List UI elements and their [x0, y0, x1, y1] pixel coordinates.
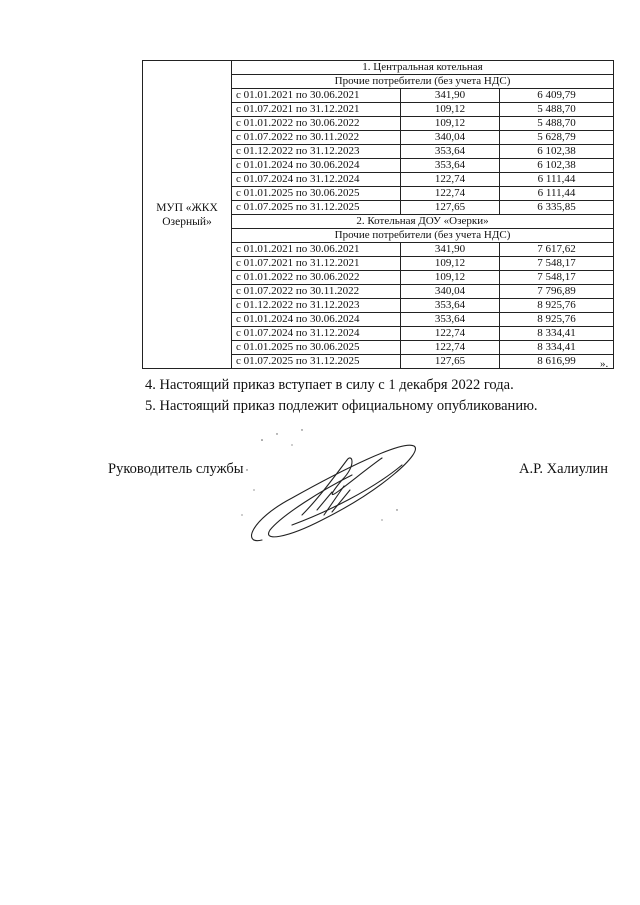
organization-name: МУП «ЖКХ Озерный»	[143, 61, 232, 369]
value-cell-1: 341,90	[401, 243, 500, 257]
period-cell: с 01.01.2022 по 30.06.2022	[232, 271, 401, 285]
period-cell: с 01.12.2022 по 31.12.2023	[232, 299, 401, 313]
value-cell-1: 340,04	[401, 285, 500, 299]
value-cell-1: 353,64	[401, 299, 500, 313]
period-cell: с 01.01.2022 по 30.06.2022	[232, 117, 401, 131]
value-cell-2: 6 111,44	[500, 187, 614, 201]
value-cell-1: 109,12	[401, 103, 500, 117]
paragraph-5: 5. Настоящий приказ подлежит официальному опубликованию.	[145, 398, 538, 414]
paragraph-4: 4. Настоящий приказ вступает в силу с 1 декабря 2022 года.	[145, 377, 514, 393]
section-subtitle: Прочие потребители (без учета НДС)	[232, 75, 614, 89]
value-cell-2: 6 409,79	[500, 89, 614, 103]
value-cell-2: 6 335,85	[500, 201, 614, 215]
period-cell: с 01.01.2024 по 30.06.2024	[232, 313, 401, 327]
section-title: 1. Центральная котельная	[232, 61, 614, 75]
tariff-table	[142, 60, 614, 369]
period-cell: с 01.07.2021 по 31.12.2021	[232, 103, 401, 117]
value-cell-2: 5 628,79	[500, 131, 614, 145]
value-cell-1: 109,12	[401, 257, 500, 271]
period-cell: с 01.07.2024 по 31.12.2024	[232, 173, 401, 187]
value-cell-2: 7 548,17	[500, 257, 614, 271]
value-cell-2: 8 925,76	[500, 313, 614, 327]
value-cell-1: 127,65	[401, 355, 500, 369]
value-cell-2: 5 488,70	[500, 117, 614, 131]
value-cell-1: 122,74	[401, 187, 500, 201]
period-cell: с 01.01.2025 по 30.06.2025	[232, 341, 401, 355]
value-cell-2: 7 548,17	[500, 271, 614, 285]
value-cell-1: 341,90	[401, 89, 500, 103]
period-cell: с 01.07.2022 по 30.11.2022	[232, 285, 401, 299]
value-cell-2: 8 334,41	[500, 327, 614, 341]
period-cell: с 01.12.2022 по 31.12.2023	[232, 145, 401, 159]
period-cell: с 01.01.2021 по 30.06.2021	[232, 243, 401, 257]
value-cell-2: 8 925,76	[500, 299, 614, 313]
section-title: 2. Котельная ДОУ «Озерки»	[232, 215, 614, 229]
value-cell-1: 353,64	[401, 159, 500, 173]
value-cell-1: 353,64	[401, 313, 500, 327]
value-cell-2: 8 334,41	[500, 341, 614, 355]
period-cell: с 01.07.2025 по 31.12.2025	[232, 201, 401, 215]
signatory-title: Руководитель службы	[108, 461, 244, 477]
value-cell-1: 127,65	[401, 201, 500, 215]
value-cell-2: 6 111,44	[500, 173, 614, 187]
period-cell: с 01.01.2024 по 30.06.2024	[232, 159, 401, 173]
value-cell-1: 353,64	[401, 145, 500, 159]
signatory-name: А.Р. Халиулин	[519, 461, 608, 477]
value-cell-2: 6 102,38	[500, 145, 614, 159]
handwritten-signature	[232, 420, 432, 555]
value-cell-2: 8 616,99	[500, 355, 614, 369]
value-cell-2: 5 488,70	[500, 103, 614, 117]
period-cell: с 01.07.2021 по 31.12.2021	[232, 257, 401, 271]
value-cell-1: 109,12	[401, 271, 500, 285]
value-cell-2: 7 796,89	[500, 285, 614, 299]
value-cell-1: 122,74	[401, 327, 500, 341]
section-title-row	[143, 61, 614, 75]
value-cell-1: 340,04	[401, 131, 500, 145]
period-cell: с 01.01.2021 по 30.06.2021	[232, 89, 401, 103]
value-cell-1: 122,74	[401, 173, 500, 187]
period-cell: с 01.07.2022 по 30.11.2022	[232, 131, 401, 145]
value-cell-1: 109,12	[401, 117, 500, 131]
closing-quote: ».	[600, 358, 609, 370]
period-cell: с 01.01.2025 по 30.06.2025	[232, 187, 401, 201]
value-cell-1: 122,74	[401, 341, 500, 355]
value-cell-2: 6 102,38	[500, 159, 614, 173]
period-cell: с 01.07.2024 по 31.12.2024	[232, 327, 401, 341]
period-cell: с 01.07.2025 по 31.12.2025	[232, 355, 401, 369]
section-subtitle: Прочие потребители (без учета НДС)	[232, 229, 614, 243]
value-cell-2: 7 617,62	[500, 243, 614, 257]
